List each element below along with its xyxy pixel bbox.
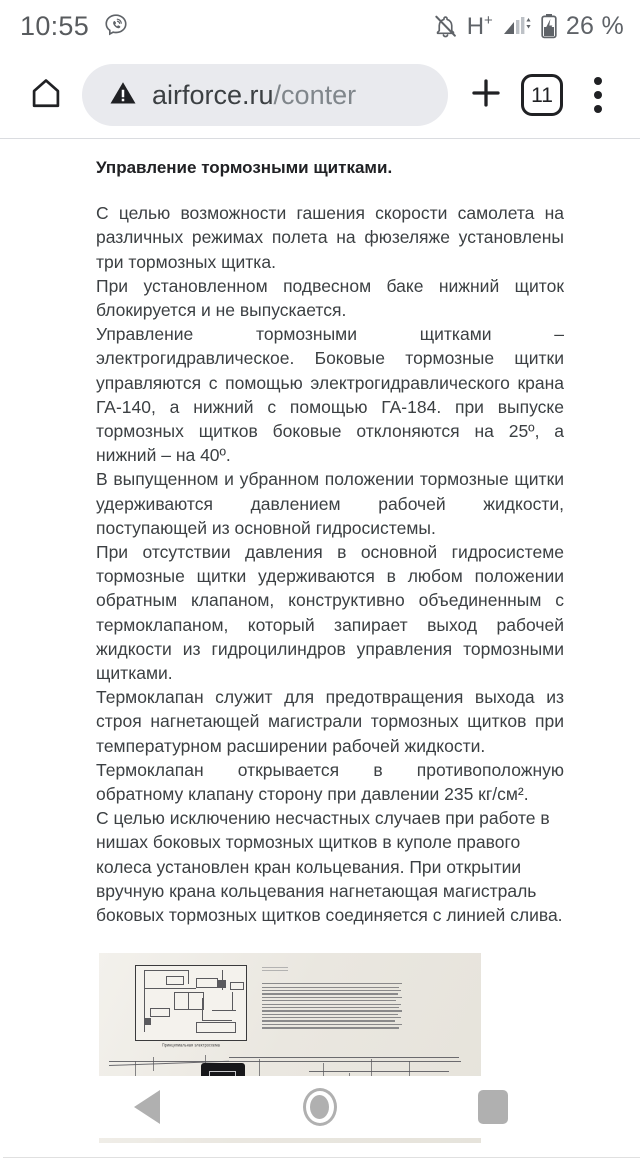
paragraph: При установленном подвесном баке нижний щиток блокируется и не выпускается. <box>96 274 564 322</box>
document-body <box>96 201 564 927</box>
nav-home-button[interactable] <box>290 1083 350 1131</box>
warning-triangle-icon <box>108 78 138 113</box>
nav-recents-button[interactable] <box>463 1083 523 1131</box>
plus-icon <box>468 75 504 116</box>
status-bar-right <box>433 13 624 39</box>
electrical-schematic-box <box>135 965 247 1041</box>
paragraph: Термоклапан открывается в противоположную обратному клапану сторону при давлении 235 кг/см². <box>96 758 564 806</box>
home-circle-icon <box>303 1088 337 1126</box>
tab-count-label: 11 <box>531 85 553 106</box>
battery-percent-label: 26 % <box>566 14 624 39</box>
battery-charging-icon <box>541 13 557 39</box>
back-triangle-icon <box>134 1090 160 1124</box>
page-content <box>0 139 640 1158</box>
nav-back-button[interactable] <box>117 1083 177 1131</box>
overflow-menu-button[interactable] <box>570 67 626 123</box>
new-tab-button[interactable] <box>458 67 514 123</box>
home-button[interactable] <box>18 67 74 123</box>
paragraph: С целью исключению несчастных случаев при работе в нишах боковых тормозных щитков в куполе правого колеса установлен кран кольцевания. При открытии вручную крана кольцевания нагнетающая магистраль боковых тормозных щитков соединяется с линией слива. <box>96 806 564 927</box>
menu-dot <box>594 77 602 85</box>
schematic-lines <box>136 966 246 1040</box>
status-bar <box>0 0 640 52</box>
legend-header-marks <box>262 967 288 971</box>
status-time: 10:55 <box>20 13 89 40</box>
url-path: /conter <box>274 82 357 109</box>
signal-bars-icon <box>502 14 532 39</box>
page-title: Управление тормозными щитками. <box>96 157 564 179</box>
recents-square-icon <box>478 1090 508 1124</box>
url-text <box>152 82 356 109</box>
menu-dot <box>594 105 602 113</box>
paragraph: Термоклапан служит для предотвращения выхода из строя нагнетающей магистрали тормозных щитков при температурном расширении рабочей жидкости. <box>96 685 564 758</box>
android-navigation-bar <box>0 1076 640 1138</box>
figure-legend-text <box>262 983 402 1039</box>
paragraph: Управление тормозными щитками – электрогидравлическое. Боковые тормозные щитки управляются с помощью электрогидравлического крана ГА-140, а нижний с помощью ГА-184. при выпуске тормозных щитков боковые отклоняются на 25º, а нижний – на 40º. <box>96 322 564 467</box>
browser-toolbar <box>0 52 640 138</box>
tab-count-badge <box>521 74 563 116</box>
schematic-label: Принципиальная электросхема <box>143 1043 239 1048</box>
paragraph: С целью возможности гашения скорости самолета на различных режимах полета на фюзеляже установлены три тормозных щитка. <box>96 201 564 274</box>
paragraph: При отсутствии давления в основной гидросистеме тормозные щитки удерживаются в любом положении обратным клапаном, конструктивно объединенным с термоклапаном, который запирает выход рабочей жидкости из гидроцилиндров управления тормозными щитками. <box>96 540 564 685</box>
notifications-off-icon <box>433 14 458 39</box>
menu-dot <box>594 91 602 99</box>
viber-icon <box>103 13 129 39</box>
status-bar-left <box>20 13 129 40</box>
home-icon <box>29 76 63 115</box>
more-vertical-icon <box>594 77 602 113</box>
url-host: airforce.ru <box>152 82 274 109</box>
network-type-label: H+ <box>467 13 493 39</box>
tab-switcher-button[interactable] <box>514 67 570 123</box>
paragraph: В выпущенном и убранном положении тормозные щитки удерживаются давлением рабочей жидкости, поступающей из основной гидросистемы. <box>96 467 564 540</box>
url-bar[interactable] <box>82 64 448 126</box>
